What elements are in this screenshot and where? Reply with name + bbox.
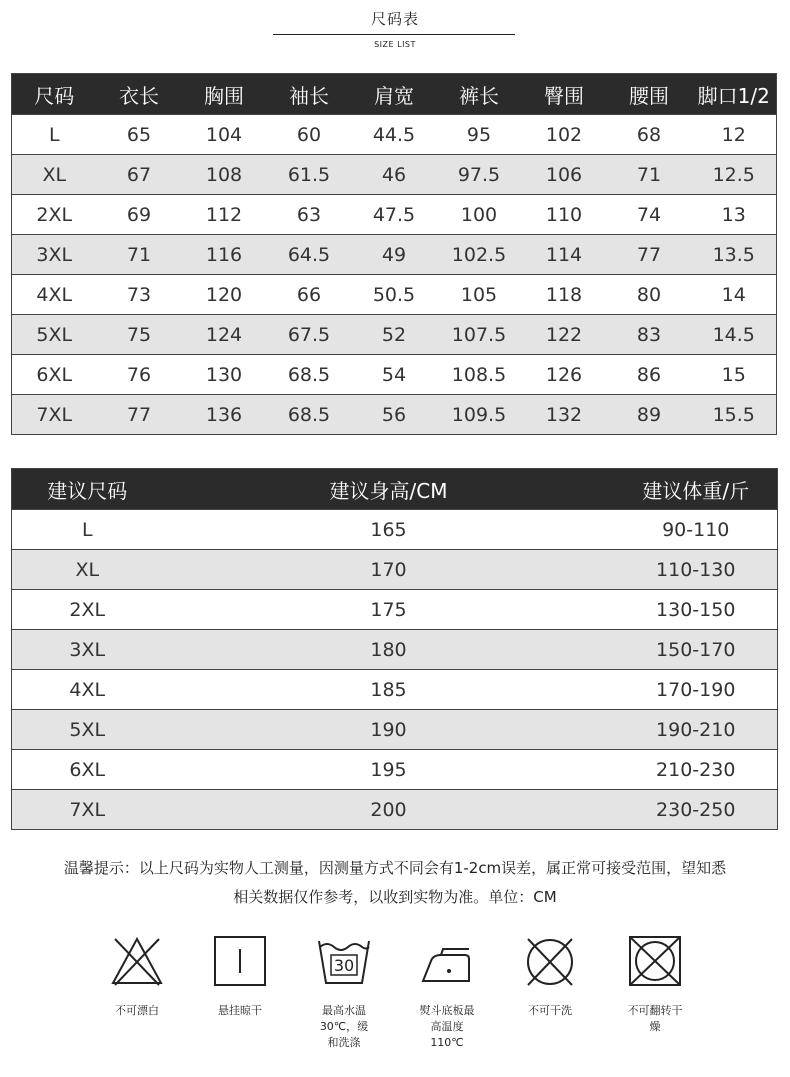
care-label: [605, 1003, 705, 1035]
size-table-cell: 108.5: [437, 355, 522, 395]
recommend-table-cell: 185: [163, 670, 615, 710]
recommend-table-cell: 170: [163, 550, 615, 590]
size-table-cell: 52: [352, 315, 437, 355]
care-label-line: 不可干洗: [528, 1004, 572, 1017]
size-table-cell: 54: [352, 355, 437, 395]
size-table-cell: 106: [522, 155, 607, 195]
care-label-line: 熨斗底板最: [419, 1004, 475, 1017]
recommend-table-cell: 130-150: [615, 590, 778, 630]
size-table-row: [12, 115, 777, 155]
care-item-no-tumble-dry: [605, 935, 705, 1035]
size-table-cell: 67.5: [267, 315, 352, 355]
size-col-header: 脚口1/2: [692, 74, 777, 115]
recommend-col-header: 建议尺码: [12, 469, 163, 510]
size-table-cell: 89: [607, 395, 692, 435]
size-table-cell: 68.5: [267, 355, 352, 395]
size-table-cell: 126: [522, 355, 607, 395]
size-table-cell: 107.5: [437, 315, 522, 355]
size-table-cell: 105: [437, 275, 522, 315]
care-item-wash-30: [294, 935, 394, 1051]
size-table-cell: 130: [182, 355, 267, 395]
size-table-cell: L: [12, 115, 97, 155]
care-label: [500, 1003, 600, 1019]
size-table-cell: 47.5: [352, 195, 437, 235]
care-item-iron: [397, 935, 497, 1051]
size-table-cell: 124: [182, 315, 267, 355]
recommend-table-cell: 195: [163, 750, 615, 790]
size-table-cell: 102: [522, 115, 607, 155]
size-col-header: 胸围: [182, 74, 267, 115]
care-label-line: 不可翻转干: [627, 1004, 683, 1017]
recommend-col-header: 建议体重/斤: [615, 469, 778, 510]
size-table-cell: 75: [97, 315, 182, 355]
wash-temp-text: 30: [333, 956, 355, 975]
size-table-cell: 69: [97, 195, 182, 235]
size-table-cell: 86: [607, 355, 692, 395]
recommend-table-cell: 230-250: [615, 790, 778, 830]
size-table-cell: 46: [352, 155, 437, 195]
care-item-no-bleach: [87, 935, 187, 1019]
recommend-table-row: [12, 670, 778, 710]
care-label: [397, 1003, 497, 1051]
title-divider: [273, 34, 515, 35]
size-table-cell: 71: [97, 235, 182, 275]
size-table-cell: 44.5: [352, 115, 437, 155]
size-table-cell: 14: [692, 275, 777, 315]
size-table-row: [12, 315, 777, 355]
no-tumble-dry-icon: [627, 935, 683, 987]
size-table-cell: 68.5: [267, 395, 352, 435]
recommend-table-cell: 2XL: [12, 590, 163, 630]
no-dry-clean-icon: [522, 935, 578, 987]
care-label-line: 最高水温: [322, 1004, 366, 1017]
size-table-cell: 66: [267, 275, 352, 315]
size-col-header: 裤长: [437, 74, 522, 115]
page-title: 尺码表: [370, 10, 419, 28]
recommend-table-cell: 150-170: [615, 630, 778, 670]
size-table-cell: 120: [182, 275, 267, 315]
recommend-table-row: [12, 710, 778, 750]
recommend-table-cell: 210-230: [615, 750, 778, 790]
recommend-table-cell: 3XL: [12, 630, 163, 670]
recommend-table-cell: 4XL: [12, 670, 163, 710]
size-table-cell: 56: [352, 395, 437, 435]
size-table-cell: 12.5: [692, 155, 777, 195]
size-table-row: [12, 195, 777, 235]
size-table-row: [12, 235, 777, 275]
size-table-cell: 77: [97, 395, 182, 435]
size-table-cell: 13.5: [692, 235, 777, 275]
size-table-cell: 109.5: [437, 395, 522, 435]
size-table-cell: 110: [522, 195, 607, 235]
recommend-table-row: [12, 750, 778, 790]
page-header: [0, 8, 790, 29]
care-item-no-dry-clean: [500, 935, 600, 1019]
size-table-cell: 114: [522, 235, 607, 275]
size-table-cell: 5XL: [12, 315, 97, 355]
recommend-table-cell: 190-210: [615, 710, 778, 750]
care-label: [294, 1003, 394, 1051]
size-table-cell: 136: [182, 395, 267, 435]
size-table-cell: 63: [267, 195, 352, 235]
recommend-table-cell: 180: [163, 630, 615, 670]
recommend-table-cell: 190: [163, 710, 615, 750]
size-table-cell: 122: [522, 315, 607, 355]
tip-note-line: 相关数据仅作参考，以收到实物为准。单位：CM: [233, 888, 557, 906]
hang-dry-icon: [212, 935, 268, 987]
recommend-table: [11, 468, 778, 830]
size-table-cell: 73: [97, 275, 182, 315]
care-label-line: 30℃，缓: [319, 1020, 369, 1033]
size-table-cell: 83: [607, 315, 692, 355]
recommend-table-cell: 175: [163, 590, 615, 630]
size-table-cell: 4XL: [12, 275, 97, 315]
size-table-cell: 49: [352, 235, 437, 275]
size-table-cell: 100: [437, 195, 522, 235]
recommend-table-cell: 110-130: [615, 550, 778, 590]
size-col-header: 臀围: [522, 74, 607, 115]
size-table: [11, 73, 777, 435]
size-table-cell: 3XL: [12, 235, 97, 275]
size-table-cell: 6XL: [12, 355, 97, 395]
size-table-cell: 108: [182, 155, 267, 195]
size-table-cell: 97.5: [437, 155, 522, 195]
recommend-table-cell: 7XL: [12, 790, 163, 830]
size-table-header: [12, 74, 777, 115]
recommend-table-cell: 165: [163, 510, 615, 550]
recommend-table-cell: 6XL: [12, 750, 163, 790]
size-col-header: 衣长: [97, 74, 182, 115]
size-table-cell: 14.5: [692, 315, 777, 355]
size-col-header: 尺码: [12, 74, 97, 115]
size-table-row: [12, 275, 777, 315]
care-label-line: 燥: [649, 1020, 661, 1033]
recommend-table-row: [12, 550, 778, 590]
size-table-row: [12, 155, 777, 195]
size-table-cell: XL: [12, 155, 97, 195]
size-table-cell: 50.5: [352, 275, 437, 315]
size-table-cell: 102.5: [437, 235, 522, 275]
size-col-header: 腰围: [607, 74, 692, 115]
size-table-cell: 132: [522, 395, 607, 435]
iron-low-icon: [419, 935, 475, 987]
recommend-table-row: [12, 790, 778, 830]
tip-note: [0, 854, 790, 912]
recommend-table-cell: 170-190: [615, 670, 778, 710]
page-subtitle: SIZE LIST: [374, 40, 416, 49]
size-table-cell: 76: [97, 355, 182, 395]
size-table-cell: 71: [607, 155, 692, 195]
recommend-table-cell: 90-110: [615, 510, 778, 550]
size-col-header: 肩宽: [352, 74, 437, 115]
size-table-cell: 7XL: [12, 395, 97, 435]
care-label: [190, 1003, 290, 1019]
size-table-cell: 12: [692, 115, 777, 155]
size-table-cell: 118: [522, 275, 607, 315]
size-table-cell: 116: [182, 235, 267, 275]
size-table-cell: 112: [182, 195, 267, 235]
size-table-cell: 80: [607, 275, 692, 315]
size-table-cell: 60: [267, 115, 352, 155]
recommend-table-cell: L: [12, 510, 163, 550]
recommend-table-header: [12, 469, 778, 510]
care-label-line: 110℃: [430, 1036, 464, 1049]
size-table-row: [12, 395, 777, 435]
size-table-cell: 13: [692, 195, 777, 235]
size-col-header: 袖长: [267, 74, 352, 115]
size-table-cell: 15.5: [692, 395, 777, 435]
size-table-cell: 104: [182, 115, 267, 155]
recommend-table-cell: 5XL: [12, 710, 163, 750]
recommend-col-header: 建议身高/CM: [163, 469, 615, 510]
size-table-cell: 65: [97, 115, 182, 155]
size-table-cell: 15: [692, 355, 777, 395]
wash-30-icon: [316, 935, 372, 987]
size-table-cell: 61.5: [267, 155, 352, 195]
size-table-cell: 74: [607, 195, 692, 235]
size-table-cell: 67: [97, 155, 182, 195]
care-label-line: 不可漂白: [115, 1004, 159, 1017]
size-table-cell: 77: [607, 235, 692, 275]
size-table-row: [12, 355, 777, 395]
recommend-table-cell: XL: [12, 550, 163, 590]
size-table-cell: 2XL: [12, 195, 97, 235]
recommend-table-row: [12, 590, 778, 630]
tip-note-line: 温馨提示：以上尺码为实物人工测量，因测量方式不同会有1-2cm误差，属正常可接受范围，望知悉: [63, 859, 727, 877]
care-label: [87, 1003, 187, 1019]
size-table-cell: 64.5: [267, 235, 352, 275]
care-label-line: 悬挂晾干: [218, 1004, 262, 1017]
care-label-line: 高温度: [430, 1020, 464, 1033]
care-item-hang-dry: [190, 935, 290, 1019]
recommend-table-row: [12, 630, 778, 670]
recommend-table-cell: 200: [163, 790, 615, 830]
no-bleach-icon: [109, 935, 165, 987]
care-label-line: 和洗涤: [327, 1036, 361, 1049]
size-table-cell: 68: [607, 115, 692, 155]
size-table-cell: 95: [437, 115, 522, 155]
recommend-table-row: [12, 510, 778, 550]
